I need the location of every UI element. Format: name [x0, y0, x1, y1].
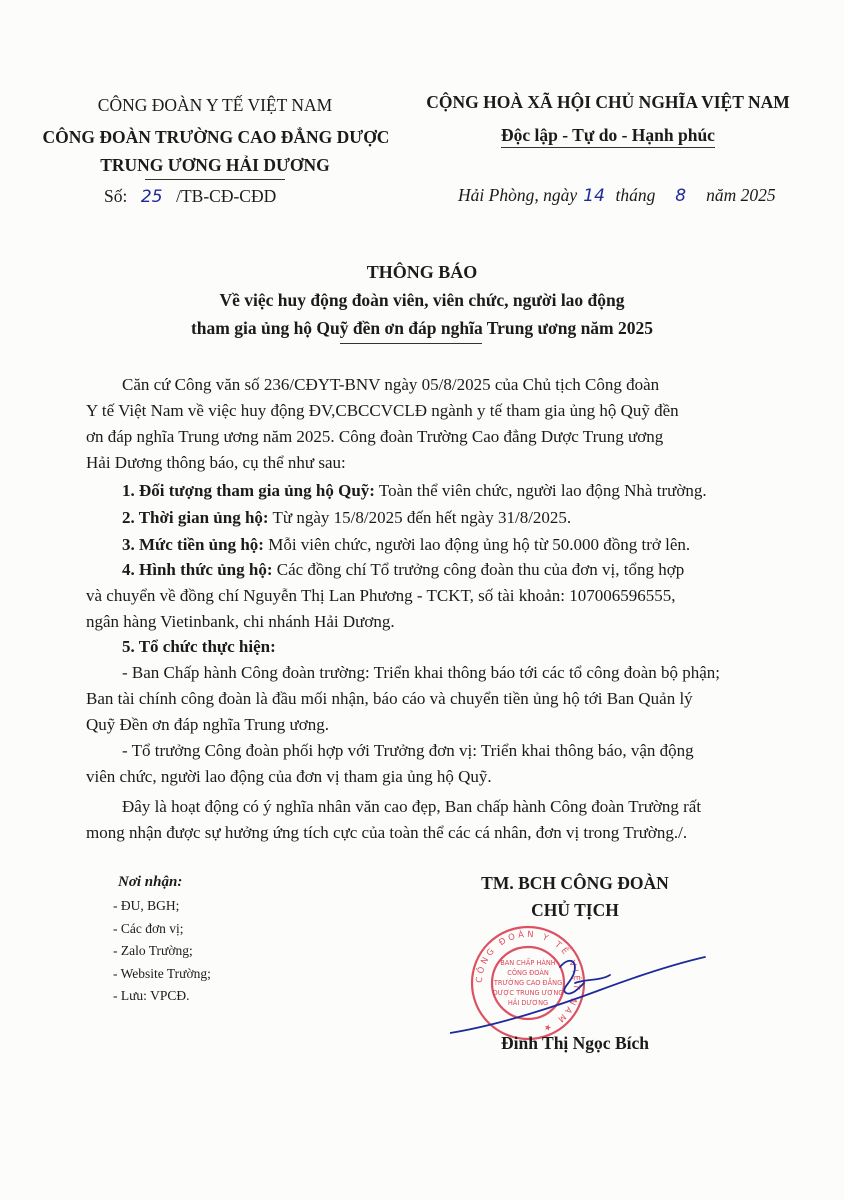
document-title: THÔNG BÁO — [366, 262, 478, 282]
intro-line: Y tế Việt Nam về việc huy động ĐV,CBCCVCLĐ ngành y tế tham gia ủng hộ Quỹ đền — [86, 401, 679, 420]
item-5-label: 5. Tổ chức thực hiện: — [122, 637, 276, 656]
item-4-text: Các đồng chí Tổ trưởng công đoàn thu của đơn vị, tổng hợp — [272, 560, 685, 579]
number-handwritten: 25 — [140, 187, 163, 207]
item-5-line: - Ban Chấp hành Công đoàn trường: Triển khai thông báo tới các tổ công đoàn bộ phận; — [122, 663, 721, 682]
closing-line: Đây là hoạt động có ý nghĩa nhân văn cao đẹp, Ban chấp hành Công đoàn Trường rất — [122, 797, 702, 816]
recipient-item: - ĐU, BGH; — [113, 898, 180, 913]
number-prefix: Số: — [104, 186, 128, 206]
recipient-item: - Website Trường; — [113, 965, 211, 981]
item-2-label: 2. Thời gian ủng hộ: — [122, 508, 269, 527]
item-5-line: Quỹ Đền ơn đáp nghĩa Trung ương. — [86, 715, 329, 734]
item-3-text: Mỗi viên chức, người lao động ủng hộ từ 50.000 đồng trở lên. — [263, 535, 691, 554]
motto-text: Độc lập - Tự do - Hạnh phúc — [501, 125, 715, 148]
intro-line: Căn cứ Công văn số 236/CĐYT-BNV ngày 05/8/2025 của Chủ tịch Công đoàn — [122, 375, 660, 394]
recipients-title: Nơi nhận: — [118, 874, 183, 890]
svg-text:CÔNG ĐOÀN: CÔNG ĐOÀN — [507, 969, 549, 977]
document-number — [104, 186, 276, 207]
date-day: 14 — [583, 186, 605, 206]
org-name-line1: CÔNG ĐOÀN TRƯỜNG CAO ĐẲNG DƯỢC — [42, 127, 390, 147]
item-1 — [86, 478, 766, 504]
year-label: năm 2025 — [706, 185, 776, 205]
date-month: 8 — [675, 186, 687, 206]
recipients-list — [113, 895, 211, 1008]
closing-line: mong nhận được sự hưởng ứng tích cực của toàn thể các cá nhân, đơn vị trong Trường./. — [86, 823, 688, 842]
intro-paragraph — [86, 372, 766, 476]
item-2 — [86, 505, 766, 531]
org-parent: CÔNG ĐOÀN Y TẾ VIỆT NAM — [97, 95, 333, 115]
item-3 — [86, 532, 766, 558]
recipient-item: - Các đơn vị; — [113, 920, 184, 936]
item-1-label: 1. Đối tượng tham gia ủng hộ Quỹ: — [122, 481, 375, 500]
date-prefix: Hải Phòng, ngày — [458, 185, 578, 205]
document-subtitle-1: Về việc huy động đoàn viên, viên chức, người lao động — [219, 290, 625, 310]
handwritten-signature — [450, 945, 710, 1040]
svg-text:HẢI DƯƠNG: HẢI DƯƠNG — [507, 999, 549, 1007]
item-4 — [86, 557, 766, 635]
closing-paragraph — [86, 794, 766, 846]
intro-line: ơn đáp nghĩa Trung ương năm 2025. Công đoàn Trường Cao đẳng Dược Trung ương — [86, 427, 664, 446]
org-name-line2: TRUNG ƯƠNG HẢI DƯƠNG — [100, 155, 330, 175]
svg-text:CÔNG ĐOÀN Y TẾ VIỆT NAM ★: CÔNG ĐOÀN Y TẾ VIỆT NAM ★ — [474, 929, 582, 1035]
item-4-label: 4. Hình thức ủng hộ: — [122, 560, 273, 579]
signature-title: TM. BCH CÔNG ĐOÀN — [481, 873, 669, 893]
item-5-line: - Tổ trưởng Công đoàn phối hợp với Trưởng đơn vị: Triển khai thông báo, vận động — [122, 741, 694, 760]
svg-text:BAN CHẤP HÀNH: BAN CHẤP HÀNH — [500, 959, 556, 967]
item-5 — [86, 634, 766, 790]
item-4-line: và chuyển về đồng chí Nguyễn Thị Lan Phương - TCKT, số tài khoản: 107006596555, — [86, 586, 676, 605]
title-underline — [340, 343, 482, 344]
item-2-text: Từ ngày 15/8/2025 đến hết ngày 31/8/2025. — [268, 508, 572, 527]
signer-name: Đinh Thị Ngọc Bích — [501, 1033, 649, 1053]
issue-date — [458, 185, 776, 206]
month-label: tháng — [615, 185, 656, 205]
svg-text:TRƯỜNG CAO ĐẲNG: TRƯỜNG CAO ĐẲNG — [493, 979, 563, 987]
country-name: CỘNG HOÀ XÃ HỘI CHỦ NGHĨA VIỆT NAM — [426, 92, 790, 112]
item-5-line: viên chức, người lao động của đơn vị tham gia ủng hộ Quỹ. — [86, 767, 492, 786]
number-suffix: /TB-CĐ-CĐD — [176, 186, 277, 206]
item-4-line: ngân hàng Vietinbank, chi nhánh Hải Dương. — [86, 612, 395, 631]
item-1-text: Toàn thể viên chức, người lao động Nhà trường. — [374, 481, 707, 500]
svg-text:DƯỢC TRUNG ƯƠNG: DƯỢC TRUNG ƯƠNG — [492, 989, 564, 997]
item-5-line: Ban tài chính công đoàn là đầu mối nhận, báo cáo và chuyển tiền ủng hộ tới Ban Quản lý — [86, 689, 693, 708]
org-underline — [145, 179, 285, 180]
recipient-item: - Zalo Trường; — [113, 943, 193, 958]
recipient-item: - Lưu: VPCĐ. — [113, 988, 190, 1003]
item-3-label: 3. Mức tiền ủng hộ: — [122, 535, 264, 554]
intro-line: Hải Dương thông báo, cụ thể như sau: — [86, 453, 346, 472]
item-4-first-line — [86, 557, 766, 583]
document-subtitle-2: tham gia ủng hộ Quỹ đền ơn đáp nghĩa Trung ương năm 2025 — [190, 318, 653, 338]
signature-role: CHỦ TỊCH — [531, 900, 619, 920]
national-motto — [408, 125, 808, 146]
